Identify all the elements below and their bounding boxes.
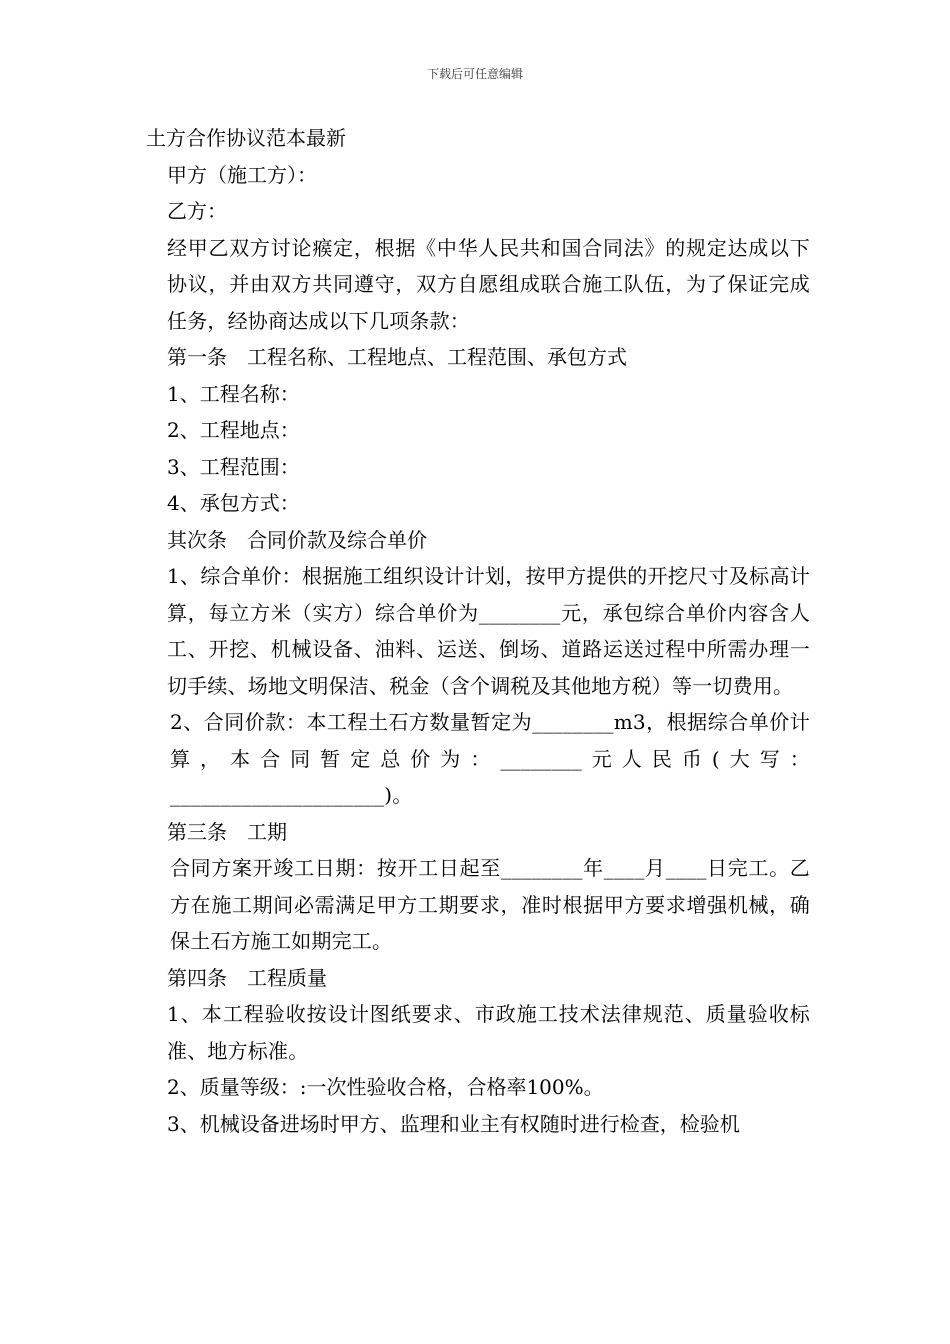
article-3-heading: 第三条 工期 — [167, 819, 287, 844]
header-note: 下载后可任意编辑 — [426, 67, 523, 81]
party-b-line: 乙方： — [167, 199, 227, 223]
article-4-paragraph: 3、机械设备进场时甲方、监理和业主有权随时进行检查，检验机 — [167, 1111, 740, 1136]
article-4-paragraph: 1、本工程验收按设计图纸要求、市政施工技术法律规范、质量验收标准、地方标准。 — [167, 1002, 810, 1063]
article-1-item: 4、承包方式： — [167, 491, 300, 515]
article-4-heading: 第四条 工程质量 — [167, 965, 327, 990]
article-1-item: 3、工程范围： — [167, 454, 300, 479]
article-1-item: 1、工程名称： — [167, 381, 300, 406]
party-a-line: 甲方（施工方）： — [167, 162, 317, 187]
article-2-paragraph: 2、合同价款：本工程土石方数量暂定为________m3，根据综合单价计算，本合同暂定总价为：________元人民币(大写：_____________________)。 — [170, 710, 810, 807]
article-4-paragraph: 2、质量等级：:一次性验收合格，合格率100%。 — [167, 1075, 604, 1099]
article-1-item: 2、工程地点： — [167, 418, 300, 442]
article-1-heading: 第一条 工程名称、工程地点、工程范围、承包方式 — [167, 345, 627, 369]
article-2-paragraph: 1、综合单价：根据施工组织设计计划，按甲方提供的开挖尺寸及标高计算，每立方米（实方）综合单价为________元，承包综合单价内容含人工、开挖、机械设备、油料、运送、倒场、道路运送过程中所需办理一切手续、场地文明保洁、税金（含个调税及其他地方税）等一切费用。 — [167, 564, 810, 698]
document-title: 土方合作协议范本最新 — [146, 126, 346, 150]
article-2-heading: 其次条 合同价款及综合单价 — [167, 527, 427, 552]
article-3-paragraph: 合同方案开竣工日期：按开工日起至________年____月____日完工。乙方在施工期间必需满足甲方工期要求，准时根据甲方要求增强机械，确保土石方施工如期完工。 — [170, 856, 810, 953]
intro-paragraph: 经甲乙双方讨论瘊定，根据《中华人民共和国合同法》的规定达成以下协议，并由双方共同遵守，双方自愿组成联合施工队伍，为了保证完成任务，经协商达成以下几项条款： — [167, 235, 810, 333]
document-body — [146, 120, 810, 1142]
